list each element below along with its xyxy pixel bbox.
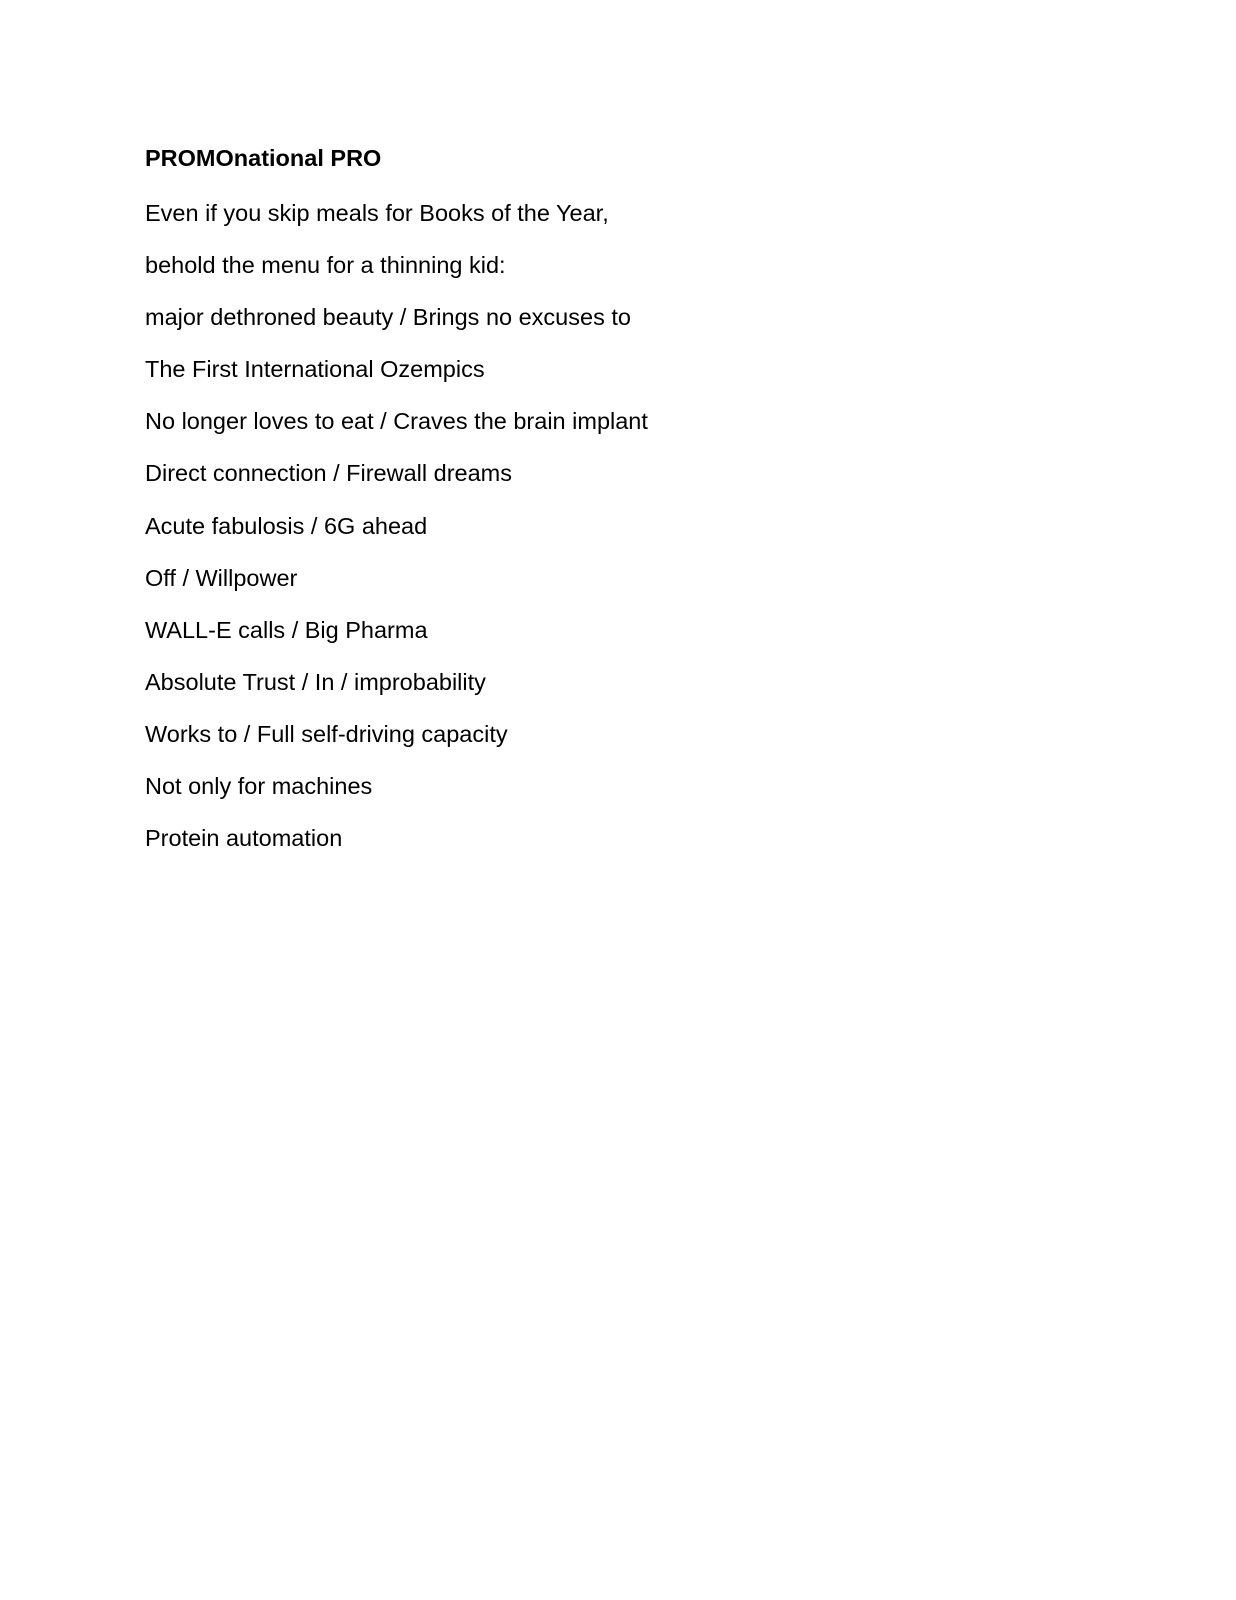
poem-line: Not only for machines <box>145 773 373 800</box>
poem-line: No longer loves to eat / Craves the brain implant <box>145 408 648 435</box>
poem-body <box>145 199 648 876</box>
poem-line: Acute fabulosis / 6G ahead <box>145 512 428 539</box>
poem-title: PROMOnational PRO <box>145 145 382 171</box>
poem-line: Protein automation <box>145 825 343 852</box>
poem-line: behold the menu for a thinning kid: <box>145 252 506 279</box>
poem-line: Works to / Full self-driving capacity <box>145 720 508 747</box>
poem-line: The First International Ozempics <box>145 356 485 383</box>
poem-line: Absolute Trust / In / improbability <box>145 668 486 695</box>
poem-line: Direct connection / Firewall dreams <box>145 460 512 487</box>
poem-line: WALL-E calls / Big Pharma <box>145 616 428 643</box>
poem-line: major dethroned beauty / Brings no excuses to <box>145 304 631 331</box>
poem-line: Off / Willpower <box>145 564 298 591</box>
poem-line: Even if you skip meals for Books of the Year, <box>145 200 609 226</box>
